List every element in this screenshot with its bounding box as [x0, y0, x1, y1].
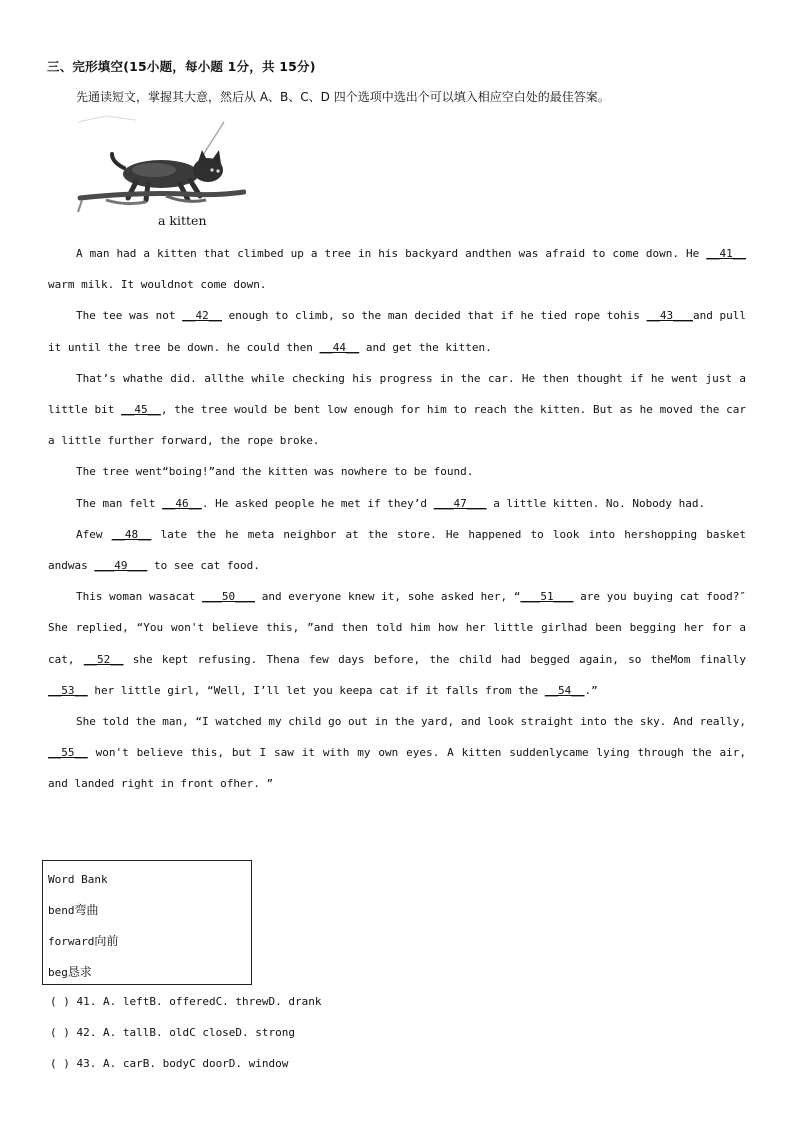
text-run: A man had a kitten that climbed up a tree in his backyard andthen was afraid to come down. He	[76, 247, 707, 260]
blank-42: __42__	[182, 309, 222, 323]
text-run: her little girl, “Well, I’ll let you keepa cat if it falls from the	[87, 683, 545, 697]
option-row-41: ( ) 41. A. leftB. offeredC. threwD. drank	[50, 995, 322, 1008]
meaning: 恳求	[67, 965, 92, 979]
text-run: and everyone knew it, sohe asked her, “	[255, 590, 521, 604]
blank-45: __45__	[121, 403, 161, 417]
text-run: won't believe this, but I saw it with my own eyes. A kitten suddenlycame lying through the air, and landed right in front ofher. ”	[48, 746, 746, 791]
text-run: The tree went“boing!”and the kitten was nowhere to be found.	[76, 465, 474, 479]
blank-47: ___47___	[433, 496, 487, 510]
text-run: That’s whathe did. allthe while checking his progress in the car. He then thought if he went just a little bit	[48, 371, 746, 417]
word: forward	[48, 935, 95, 948]
word: bend	[48, 904, 75, 917]
blank-49: ___49___	[94, 559, 148, 573]
paragraph-3	[48, 363, 746, 457]
paragraph-5	[48, 488, 746, 519]
kitten-photo-icon	[76, 108, 246, 230]
text-run: late the he meta neighbor at the store. He happened to look into hershopping basket andwas	[48, 527, 746, 573]
meaning: 弯曲	[74, 903, 99, 917]
figure-caption: a kitten	[158, 213, 207, 228]
option-row-42: ( ) 42. A. tallB. oldC closeD. strong	[50, 1026, 296, 1039]
text-run: are you buying cat food?″ She replied, “You won't believe this, ”and then told him how her little girlhad been begging her for a cat,	[48, 590, 746, 666]
section-heading: 三、完形填空(15小题，每小题 1分，共 15分)	[47, 59, 316, 74]
blank-48: __48__	[111, 527, 152, 541]
text-run: , the tree would be bent low enough for him to reach the kitten. But as he moved the car a little further forward, the rope broke.	[48, 403, 746, 448]
word: beg	[48, 966, 68, 979]
blank-44: __44__	[319, 340, 360, 354]
option-row-43: ( ) 43. A. carB. bodyC doorD. window	[50, 1057, 289, 1070]
word-bank-item	[48, 957, 251, 988]
text-run: .”	[584, 683, 598, 697]
text-run: she kept refusing. Thena few days before, the child had begged again, so theMom finally	[123, 652, 746, 666]
text-run: warm milk. It wouldnot come down.	[48, 278, 267, 292]
paragraph-7	[48, 581, 746, 706]
paragraph-4	[48, 456, 746, 487]
text-run: and pull it until the tree be down. he could then	[48, 309, 747, 354]
word-bank-item	[48, 926, 251, 957]
question-options	[50, 986, 322, 1079]
text-run: and get the kitten.	[359, 340, 492, 354]
kitten-figure	[76, 108, 246, 230]
blank-41: __41__	[706, 247, 746, 260]
blank-51: ___51___	[520, 590, 574, 604]
blank-50: ___50___	[202, 590, 256, 604]
text-run: The man felt	[76, 496, 163, 510]
instructions: 先通读短文，掌握其大意，然后从 A、B、C、D 四个选项中选出个可以填入相应空白处的最佳答案。	[76, 90, 610, 104]
text-run: This woman wasacat	[76, 590, 203, 604]
blank-43: __43___	[646, 309, 693, 323]
word-bank-title: Word Bank	[48, 873, 108, 886]
blank-53: __53__	[48, 683, 88, 697]
text-run: enough to climb, so the man decided that if he tied rope tohis	[221, 309, 647, 323]
text-run: a little kitten. No. Nobody had.	[486, 496, 706, 510]
blank-46: __46__	[162, 496, 202, 510]
paragraph-1	[48, 238, 746, 300]
blank-54: __54__	[544, 683, 585, 697]
text-run: to see cat food.	[147, 559, 260, 573]
meaning: 向前	[94, 934, 119, 948]
text-run: She told the man, “I watched my child go out in the yard, and look straight into the sky. And really,	[76, 715, 746, 729]
blank-55: __55__	[48, 746, 88, 760]
paragraph-2	[48, 300, 746, 362]
paragraph-6	[48, 519, 746, 581]
word-bank	[42, 860, 252, 985]
text-run: The tee was not	[76, 309, 183, 323]
paragraph-8	[48, 706, 746, 800]
word-bank-item	[48, 895, 251, 926]
text-run: Afew	[76, 527, 112, 541]
blank-52: __52__	[83, 652, 124, 666]
text-run: . He asked people he met if they’d	[201, 496, 434, 510]
passage-body	[48, 238, 746, 800]
